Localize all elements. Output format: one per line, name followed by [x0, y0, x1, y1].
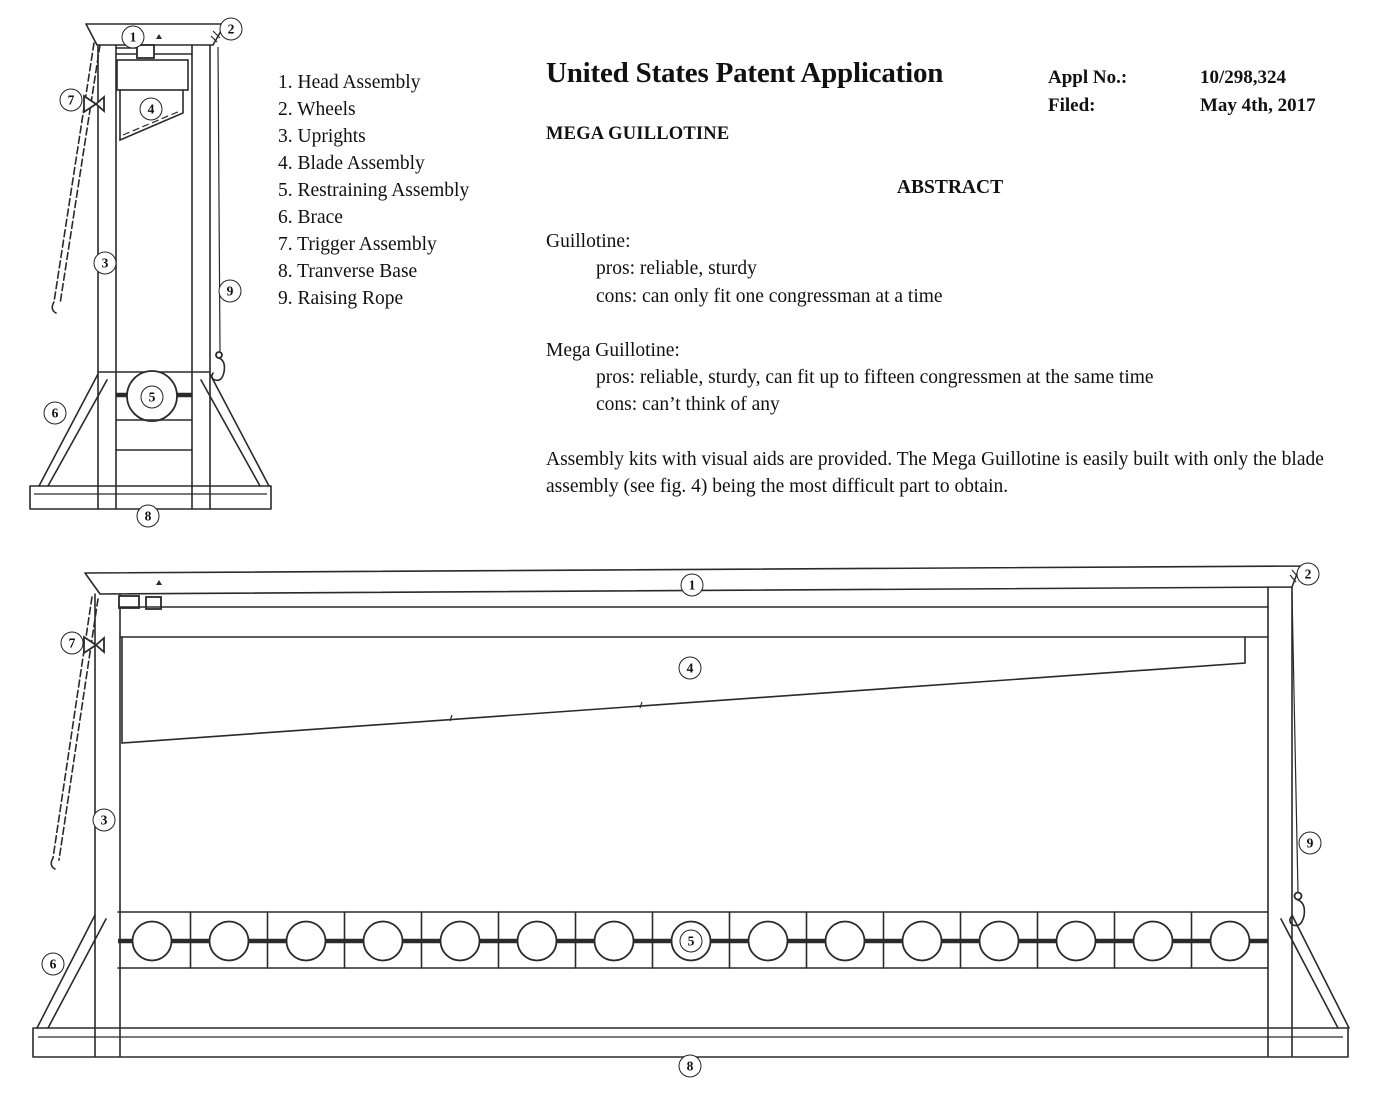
guillotine-name: Guillotine:	[546, 231, 631, 252]
head-assembly-beam	[86, 24, 225, 45]
neck-hole	[826, 922, 865, 961]
transverse-base	[33, 1028, 1348, 1057]
neck-hole	[749, 922, 788, 961]
appl-no-value: 10/298,324	[1200, 67, 1287, 88]
parts-list-item: 1. Head Assembly	[278, 72, 421, 93]
figure-callout-7: 7	[60, 89, 83, 112]
figure-callout-2: 2	[1297, 563, 1320, 586]
transverse-base	[30, 486, 271, 509]
figure-callout-7: 7	[61, 632, 84, 655]
neck-hole	[1057, 922, 1096, 961]
head-latch	[119, 596, 1268, 637]
abstract-body	[546, 228, 1358, 500]
uprights	[95, 587, 1292, 1056]
abstract-heading: ABSTRACT	[896, 177, 1004, 198]
figure-callout-4: 4	[679, 657, 702, 680]
mega-guillotine-section	[546, 337, 1358, 419]
raising-rope	[212, 47, 225, 380]
patent-title: United States Patent Application	[546, 57, 944, 89]
trigger-assembly	[51, 597, 104, 869]
mega-guillotine-name: Mega Guillotine:	[546, 339, 680, 361]
figure-callout-4: 4	[140, 98, 163, 121]
application-fields	[1048, 64, 1316, 119]
neck-hole	[1211, 922, 1250, 961]
head-latch	[116, 45, 192, 58]
guillotine-cons: cons: can only fit one congressman at a time	[596, 285, 943, 307]
uprights	[98, 45, 210, 509]
figure-callout-1: 1	[681, 574, 704, 597]
mega-guillotine-pros: pros: reliable, sturdy, can fit up to fifteen congressmen at the same time	[596, 367, 1154, 389]
figure-callout-9: 9	[1299, 832, 1322, 855]
neck-hole	[287, 922, 326, 961]
appl-no-label: Appl No.:	[1048, 67, 1128, 88]
restraining-assembly-row	[118, 912, 1268, 968]
figure-large-mega-guillotine	[0, 550, 1400, 1120]
figure-callout-2: 2	[220, 18, 243, 41]
parts-list-item: 7. Trigger Assembly	[278, 234, 437, 255]
neck-hole	[672, 922, 711, 961]
neck-hole	[518, 922, 557, 961]
neck-hole	[595, 922, 634, 961]
figure-callout-3: 3	[94, 252, 117, 275]
mega-guillotine-cons: cons: can’t think of any	[596, 394, 780, 416]
neck-hole	[1134, 922, 1173, 961]
parts-list-item: 5. Restraining Assembly	[278, 180, 470, 201]
filed-row	[1048, 92, 1316, 120]
parts-list-item: 6. Brace	[278, 207, 343, 228]
appl-no-row	[1048, 64, 1316, 92]
guillotine-pros: pros: reliable, sturdy	[596, 258, 757, 280]
neck-hole	[210, 922, 249, 961]
neck-hole	[980, 922, 1019, 961]
blade-assembly	[122, 637, 1245, 743]
parts-list-item: 9. Raising Rope	[278, 288, 404, 309]
figure-callout-6: 6	[44, 402, 67, 425]
filed-label: Filed:	[1048, 94, 1096, 116]
trigger-assembly	[52, 43, 104, 313]
parts-list-item: 4. Blade Assembly	[278, 153, 425, 174]
closing-paragraph: Assembly kits with visual aids are provided. The Mega Guillotine is easily built with only the blade assembly (see fig. 4) being the most difficult part to obtain.	[546, 448, 1324, 498]
figure-small-guillotine	[0, 0, 300, 545]
restraining-assembly	[98, 371, 210, 450]
parts-list	[278, 69, 469, 312]
figure-callout-8: 8	[679, 1055, 702, 1078]
figure-callout-9: 9	[219, 280, 242, 303]
guillotine-section	[546, 228, 1358, 310]
figure-callout-8: 8	[137, 505, 160, 528]
figure-callout-1: 1	[122, 26, 145, 49]
parts-list-item: 2. Wheels	[278, 99, 356, 120]
figure-callout-3: 3	[93, 809, 116, 832]
parts-list-item: 8. Tranverse Base	[278, 261, 418, 282]
neck-hole	[133, 922, 172, 961]
figure-callout-5: 5	[141, 386, 164, 409]
invention-title: MEGA GUILLOTINE	[546, 124, 730, 144]
neck-hole	[903, 922, 942, 961]
figure-callout-5: 5	[680, 930, 703, 953]
parts-list-item: 3. Uprights	[278, 126, 366, 147]
filed-value: May 4th, 2017	[1200, 94, 1316, 116]
blade-assembly	[117, 60, 188, 140]
figure-callout-6: 6	[42, 953, 65, 976]
head-assembly-beam	[85, 566, 1300, 594]
neck-hole	[441, 922, 480, 961]
neck-hole	[364, 922, 403, 961]
